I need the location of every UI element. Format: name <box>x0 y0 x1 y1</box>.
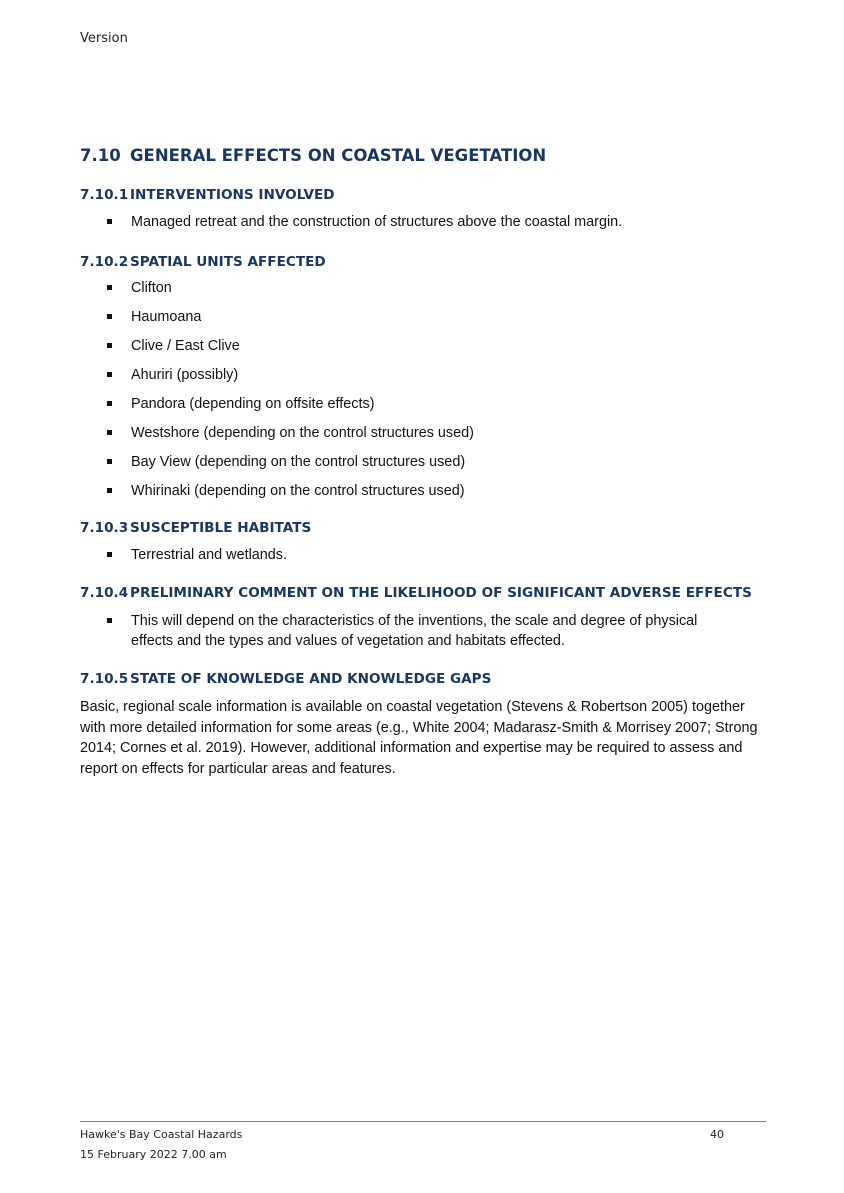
bullet-icon <box>107 343 112 348</box>
adverse-effects-list <box>0 611 721 651</box>
list-item <box>0 481 721 501</box>
list-item <box>0 212 721 232</box>
list-item <box>0 452 721 472</box>
list-item-text: Westshore (depending on the control structures used) <box>131 425 474 441</box>
list-item-text: Clive / East Clive <box>131 338 240 354</box>
list-item <box>0 307 721 327</box>
list-item-text: Terrestrial and wetlands. <box>131 547 287 563</box>
list-item <box>0 365 721 385</box>
subsection-number: 7.10.1 <box>80 187 129 203</box>
footer-divider <box>80 1121 766 1122</box>
list-item <box>0 545 721 565</box>
bullet-icon <box>107 372 112 377</box>
list-item <box>0 394 721 414</box>
subsection-heading-interventions <box>80 187 335 203</box>
subsection-title: STATE OF KNOWLEDGE AND KNOWLEDGE GAPS <box>130 671 492 687</box>
habitats-list <box>0 545 721 565</box>
list-item-text: Managed retreat and the construction of structures above the coastal margin. <box>131 214 623 230</box>
knowledge-gaps-paragraph: Basic, regional scale information is available on coastal vegetation (Stevens & Robertson 2005) together with more detailed information for some areas (e.g., White 2004; Madarasz-Smith & Morrisey 2007; Strong 2014; Cornes et al. 2019). However, additional information and expertise may be required to assess and report on effects for particular areas and features. <box>80 699 758 777</box>
list-item-text: Bay View (depending on the control structures used) <box>131 454 466 470</box>
bullet-icon <box>107 459 112 464</box>
subsection-heading-knowledge-gaps <box>80 671 491 687</box>
list-item <box>0 423 721 443</box>
bullet-icon <box>107 430 112 435</box>
section-title: GENERAL EFFECTS ON COASTAL VEGETATION <box>130 146 547 165</box>
subsection-title: SPATIAL UNITS AFFECTED <box>130 254 326 270</box>
subsection-number: 7.10.2 <box>80 254 129 270</box>
interventions-list <box>0 212 721 232</box>
list-item-text: Ahuriri (possibly) <box>131 367 239 383</box>
footer-date: 15 February 2022 7.00 am <box>80 1148 227 1161</box>
footer-page-number: 40 <box>710 1128 724 1141</box>
subsection-title: PRELIMINARY COMMENT ON THE LIKELIHOOD OF SIGNIFICANT ADVERSE EFFECTS <box>130 585 752 601</box>
version-label: Version <box>80 31 128 46</box>
subsection-number: 7.10.4 <box>80 585 129 601</box>
list-item-text: This will depend on the characteristics of the inventions, the scale and degree of physical effects and the types and values of vegetation and habitats effected. <box>131 613 698 649</box>
subsection-heading-adverse-effects <box>80 585 752 601</box>
footer-document-title: Hawke's Bay Coastal Hazards <box>80 1128 243 1141</box>
subsection-number: 7.10.3 <box>80 520 129 536</box>
section-number: 7.10 <box>80 146 121 165</box>
bullet-icon <box>107 552 112 557</box>
list-item <box>0 611 721 651</box>
subsection-heading-habitats <box>80 520 311 536</box>
bullet-icon <box>107 401 112 406</box>
subsection-number: 7.10.5 <box>80 671 129 687</box>
spatial-units-list <box>0 278 721 501</box>
bullet-icon <box>107 488 112 493</box>
bullet-icon <box>107 618 112 623</box>
bullet-icon <box>107 285 112 290</box>
list-item <box>0 278 721 298</box>
bullet-icon <box>107 219 112 224</box>
subsection-title: INTERVENTIONS INVOLVED <box>130 187 335 203</box>
section-heading <box>80 146 546 165</box>
list-item-text: Haumoana <box>131 309 202 325</box>
subsection-title: SUSCEPTIBLE HABITATS <box>130 520 312 536</box>
bullet-icon <box>107 314 112 319</box>
list-item-text: Clifton <box>131 280 172 296</box>
list-item-text: Pandora (depending on offsite effects) <box>131 396 375 412</box>
list-item <box>0 336 721 356</box>
list-item-text: Whirinaki (depending on the control structures used) <box>131 483 465 499</box>
subsection-heading-spatial-units <box>80 254 326 270</box>
